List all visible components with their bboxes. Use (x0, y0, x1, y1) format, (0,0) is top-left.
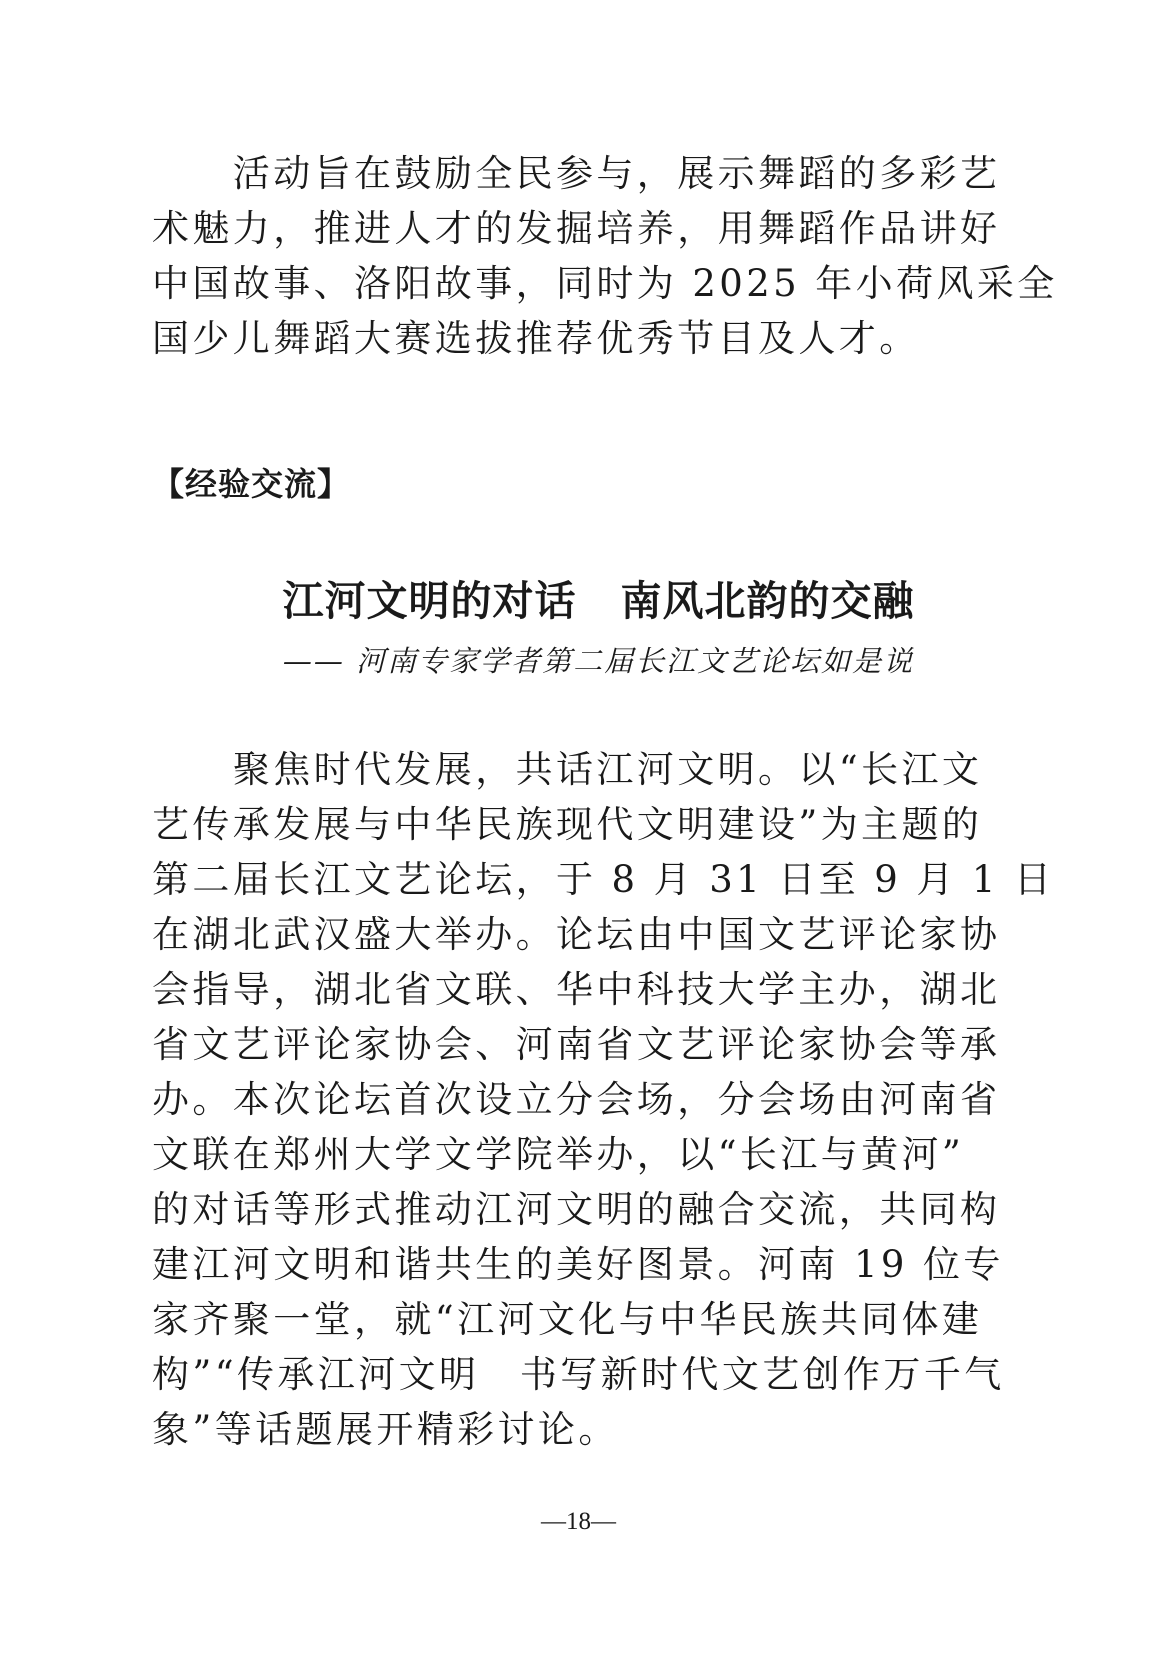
paragraph-line: 术魅力，推进人才的发掘培养，用舞蹈作品讲好 (152, 207, 1001, 250)
article-body-paragraph (152, 742, 1055, 1457)
paragraph-line: 家齐聚一堂，就“江河文化与中华民族共同体建 (152, 1298, 983, 1341)
paragraph-line: 文联在郑州大学文学院举办，以“长江与黄河” (152, 1133, 965, 1176)
paragraph-line: 第二届长江文艺论坛，于 8 月 31 日至 9 月 1 日 (152, 858, 1055, 901)
article-title-part1: 江河文明的对话 (282, 577, 577, 625)
section-tag: 【经验交流】 (152, 465, 351, 503)
paragraph-line: 中国故事、洛阳故事，同时为 2025 年小荷风采全 (152, 262, 1058, 305)
paragraph-line: 构”“传承江河文明 书写新时代文艺创作万千气 (152, 1353, 1005, 1396)
article-title (0, 574, 1157, 628)
paragraph-line: 会指导，湖北省文联、华中科技大学主办，湖北 (152, 968, 1001, 1011)
page-number: —18— (541, 1508, 616, 1535)
paragraph-line: 聚焦时代发展，共话江河文明。以“长江文 (152, 748, 983, 791)
paragraph-line: 的对话等形式推动江河文明的融合交流，共同构 (152, 1188, 1001, 1231)
paragraph-line: 省文艺评论家协会、河南省文艺评论家协会等承 (152, 1023, 1001, 1066)
article-subtitle: —— 河南专家学者第二届长江文艺论坛如是说 (282, 644, 915, 678)
paragraph-line: 象”等话题展开精彩讨论。 (152, 1408, 619, 1451)
intro-paragraph (152, 146, 1058, 366)
paragraph-line: 在湖北武汉盛大举办。论坛由中国文艺评论家协 (152, 913, 1001, 956)
paragraph-line: 建江河文明和谐共生的美好图景。河南 19 位专 (152, 1243, 1004, 1286)
paragraph-line: 艺传承发展与中华民族现代文明建设”为主题的 (152, 803, 983, 846)
article-title-part2: 南风北韵的交融 (620, 577, 915, 625)
paragraph-line: 国少儿舞蹈大赛选拔推荐优秀节目及人才。 (152, 317, 920, 360)
paragraph-line: 活动旨在鼓励全民参与，展示舞蹈的多彩艺 (152, 152, 1001, 195)
paragraph-line: 办。本次论坛首次设立分会场，分会场由河南省 (152, 1078, 1001, 1121)
